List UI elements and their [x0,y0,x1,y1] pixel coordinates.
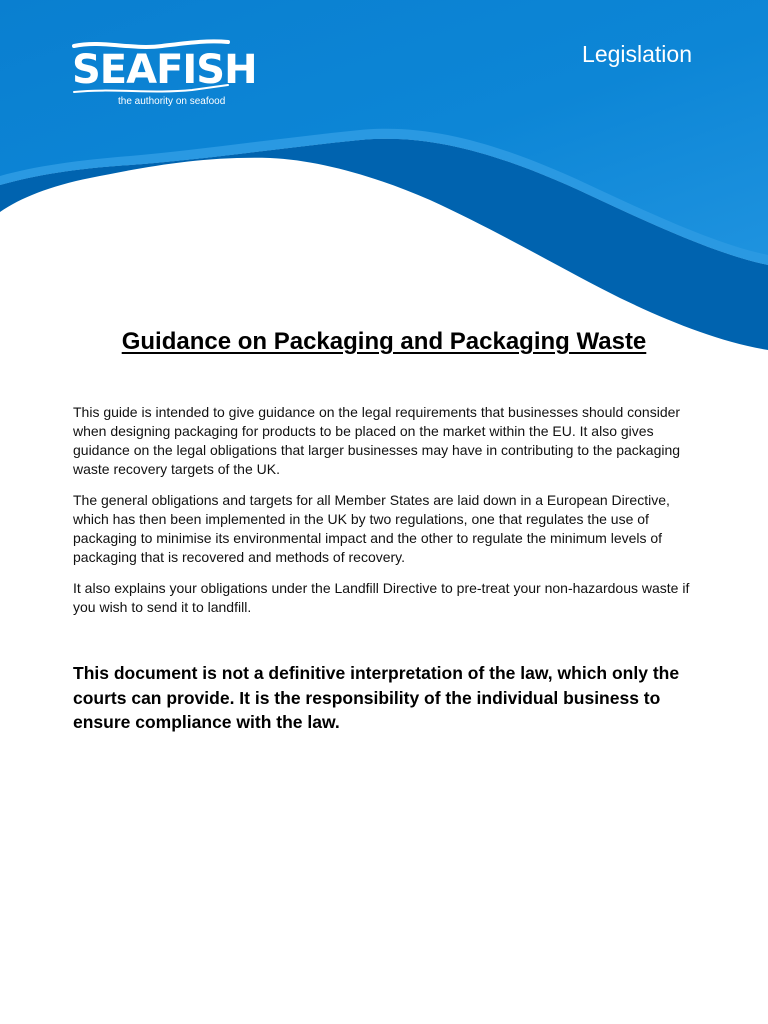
section-label: Legislation [582,41,692,67]
intro-text [73,403,703,629]
seafish-logo [72,38,257,112]
legal-disclaimer: This document is not a definitive interpretation of the law, which only the courts can provide. It is the responsibility of the individual business to ensure compliance with the law. [73,663,680,732]
intro-paragraph: This guide is intended to give guidance on the legal requirements that businesses should consider when designing packaging for products to be placed on the market within the EU. It also gives guidance on the legal obligations that larger businesses may have in contributing to the packaging waste recovery targets of the UK. [73,404,681,477]
logo-wordmark: SEAFISH [72,47,257,93]
intro-paragraph: The general obligations and targets for all Member States are laid down in a European Directive, which has then been implemented in the UK by two regulations, one that regulates the use of packaging to minimise its environmental impact and the other to regulate the minimum levels of packaging that is recovered and methods of recovery. [73,492,670,565]
logo-tagline: the authority on seafood [118,96,226,107]
document-title: Guidance on Packaging and Packaging Waste [121,328,647,355]
intro-paragraph: It also explains your obligations under the Landfill Directive to pre-treat your non-hazardous waste if you wish to send it to landfill. [73,580,690,615]
